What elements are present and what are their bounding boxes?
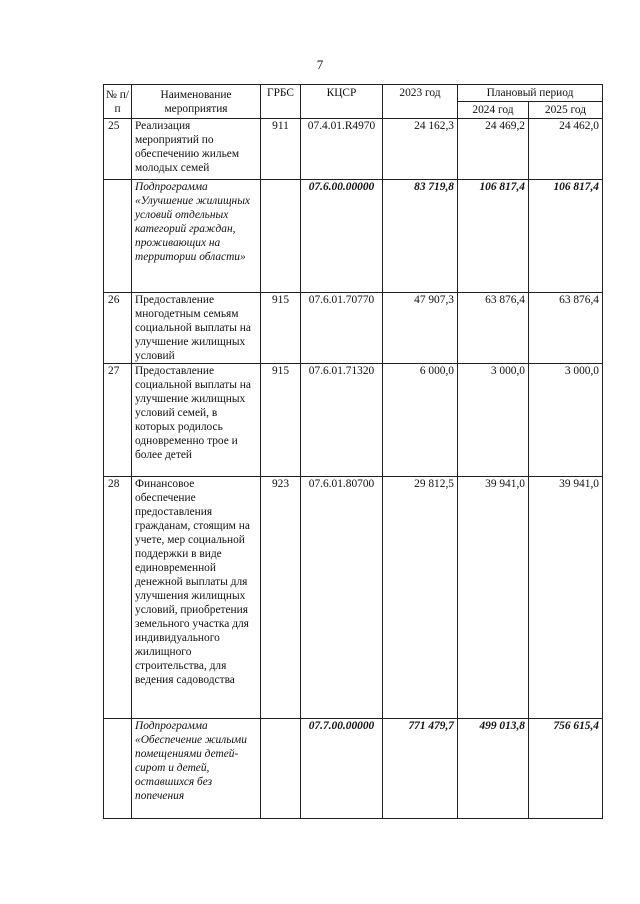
row-2024-cell: 24 469,2 — [458, 119, 529, 180]
row-2023-cell: 83 719,8 — [383, 180, 458, 293]
row-name-cell: Предоставление социальной выплаты на улучшение жилищных условий семей, в которых родилось одновременно трое и более детей — [132, 364, 261, 477]
row-name-cell: Предоставление многодетным семьям социальной выплаты на улучшение жилищных условий — [132, 293, 261, 364]
row-kcsr-cell: 07.6.01.71320 — [301, 364, 383, 477]
row-2025-cell: 24 462,0 — [529, 119, 603, 180]
header-grbs: ГРБС — [261, 85, 301, 119]
row-name-cell: Реализация мероприятий по обеспечению жильем молодых семей — [132, 119, 261, 180]
header-kcsr: КЦСР — [301, 85, 383, 119]
row-grbs-cell: 915 — [261, 364, 301, 477]
row-kcsr-cell: 07.4.01.R4970 — [301, 119, 383, 180]
row-2024-cell: 63 876,4 — [458, 293, 529, 364]
row-kcsr-cell: 07.6.01.70770 — [301, 293, 383, 364]
row-2023-cell: 47 907,3 — [383, 293, 458, 364]
row-grbs-cell: 911 — [261, 119, 301, 180]
page-number: 7 — [316, 57, 324, 72]
row-kcsr-cell: 07.7.00.00000 — [301, 719, 383, 819]
row-name-cell: Финансовое обеспечение предоставления гражданам, стоящим на учете, мер социальной поддержки в виде единовременной денежной выплаты для улучшения жилищных условий, приобретения земельного участка для индивидуального жилищного строительства, для ведения садоводства — [132, 477, 261, 719]
row-number-cell: 25 — [104, 119, 132, 180]
row-grbs-cell — [261, 719, 301, 819]
budget-table — [103, 84, 603, 819]
row-2025-cell: 63 876,4 — [529, 293, 603, 364]
header-2024: 2024 год — [458, 102, 529, 119]
row-2023-cell: 29 812,5 — [383, 477, 458, 719]
table-row — [104, 119, 603, 180]
row-2024-cell: 3 000,0 — [458, 364, 529, 477]
row-grbs-cell: 923 — [261, 477, 301, 719]
row-2025-cell: 756 615,4 — [529, 719, 603, 819]
row-grbs-cell: 915 — [261, 293, 301, 364]
row-2024-cell: 39 941,0 — [458, 477, 529, 719]
row-number-cell: 26 — [104, 293, 132, 364]
row-grbs-cell — [261, 180, 301, 293]
table-row — [104, 293, 603, 364]
table-row — [104, 477, 603, 719]
table-row — [104, 364, 603, 477]
row-2025-cell: 39 941,0 — [529, 477, 603, 719]
row-2023-cell: 24 162,3 — [383, 119, 458, 180]
row-name-cell: Подпрограмма «Улучшение жилищных условий отдельных категорий граждан, проживающих на территории области» — [132, 180, 261, 293]
row-number-cell — [104, 180, 132, 293]
row-2024-cell: 106 817,4 — [458, 180, 529, 293]
row-name-cell: Подпрограмма «Обеспечение жилыми помещениями детей-сирот и детей, оставшихся без попечения — [132, 719, 261, 819]
header-2023: 2023 год — [383, 85, 458, 119]
table-body — [104, 119, 603, 819]
row-2025-cell: 106 817,4 — [529, 180, 603, 293]
row-2023-cell: 6 000,0 — [383, 364, 458, 477]
row-number-cell: 28 — [104, 477, 132, 719]
row-number-cell: 27 — [104, 364, 132, 477]
header-num: № п/п — [104, 85, 132, 119]
row-number-cell — [104, 719, 132, 819]
row-kcsr-cell: 07.6.00.00000 — [301, 180, 383, 293]
header-name: Наименование мероприятия — [132, 85, 261, 119]
row-kcsr-cell: 07.6.01.80700 — [301, 477, 383, 719]
row-2025-cell: 3 000,0 — [529, 364, 603, 477]
subprogram-row — [104, 719, 603, 819]
header-2025: 2025 год — [529, 102, 603, 119]
subprogram-row — [104, 180, 603, 293]
row-2023-cell: 771 479,7 — [383, 719, 458, 819]
header-planned-period: Плановый период — [458, 85, 603, 102]
row-2024-cell: 499 013,8 — [458, 719, 529, 819]
